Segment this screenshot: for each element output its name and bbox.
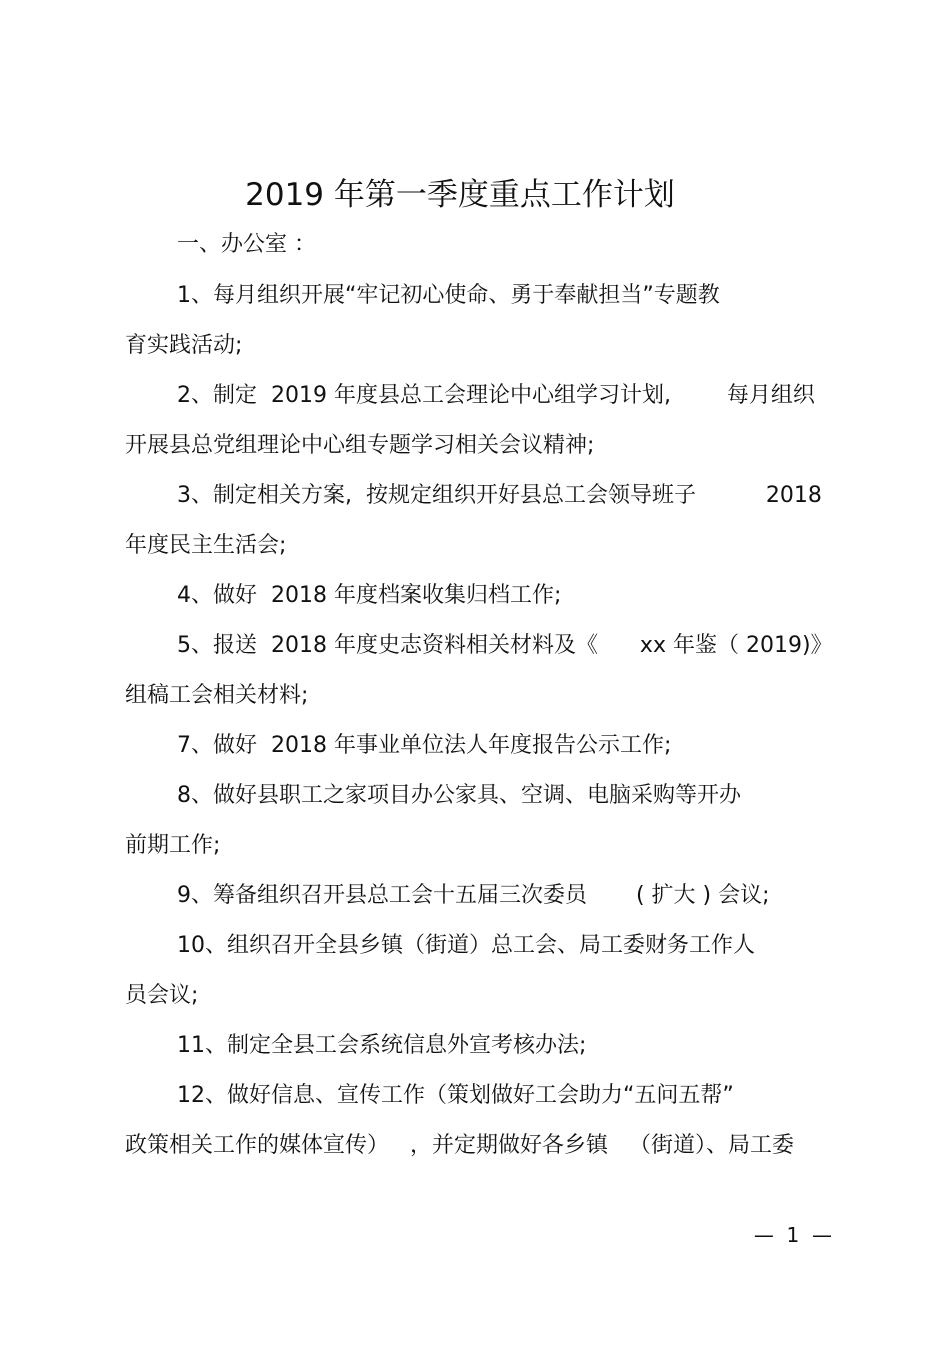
paragraph-line: 10、组织召开全县乡镇（街道）总工会、局工委财务工作人	[177, 933, 755, 958]
paragraph-line: 3、制定相关方案, 按规定组织开好县总工会领导班子 2018	[177, 483, 822, 508]
document-title: 2019 年第一季度重点工作计划	[245, 177, 675, 213]
paragraph-line: 2、制定 2019 年度县总工会理论中心组学习计划, 每月组织	[177, 383, 815, 408]
page-number: — 1 —	[753, 1223, 832, 1247]
paragraph-line: 8、做好县职工之家项目办公家具、空调、电脑采购等开办	[177, 783, 741, 808]
paragraph-line: 12、做好信息、宣传工作（策划做好工会助力“五问五帮”	[177, 1083, 734, 1108]
section-heading: 一、办公室 ：	[177, 232, 316, 257]
paragraph-line: 组稿工会相关材料;	[125, 683, 309, 708]
paragraph-line: 年度民主生活会;	[125, 533, 287, 558]
paragraph-line: 5、报送 2018 年度史志资料相关材料及《 xx 年鉴（ 2019)》	[177, 633, 833, 658]
paragraph-line: 政策相关工作的媒体宣传） ，并定期做好各乡镇 （街道）、局工委	[125, 1133, 794, 1158]
paragraph-line: 育实践活动;	[125, 333, 243, 358]
paragraph-line: 前期工作;	[125, 833, 221, 858]
paragraph-line: 4、做好 2018 年度档案收集归档工作;	[177, 583, 562, 608]
paragraph-line: 9、筹备组织召开县总工会十五届三次委员 ( 扩大 ) 会议;	[177, 883, 770, 908]
paragraph-line: 11、制定全县工会系统信息外宣考核办法;	[177, 1033, 587, 1058]
paragraph-line: 1、每月组织开展“牢记初心使命、勇于奉献担当”专题教	[177, 283, 720, 308]
paragraph-line: 开展县总党组理论中心组专题学习相关会议精神;	[125, 433, 595, 458]
paragraph-line: 员会议;	[125, 983, 199, 1008]
paragraph-line: 7、做好 2018 年事业单位法人年度报告公示工作;	[177, 733, 672, 758]
